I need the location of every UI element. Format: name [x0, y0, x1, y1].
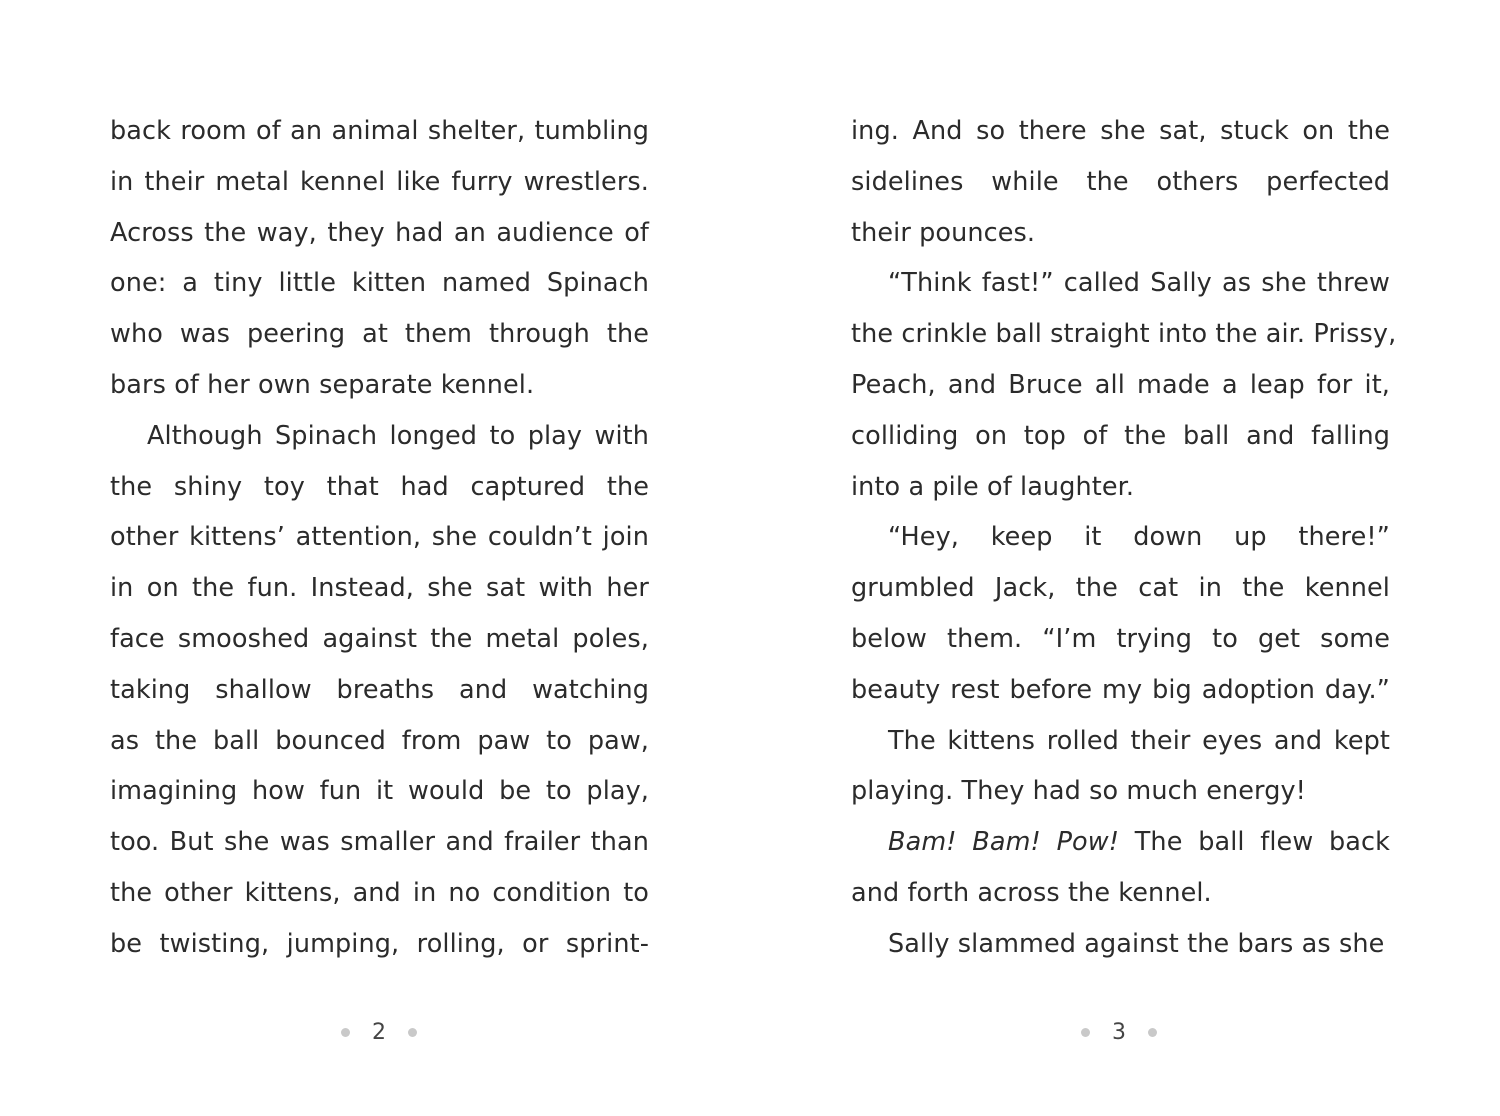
text-line: The kittens rolled their eyes and kept — [888, 725, 1390, 756]
text-line: their pounces. — [851, 217, 1036, 248]
text-line: colliding on top of the ball and falling — [851, 420, 1390, 451]
text-line: who was peering at them through the — [110, 319, 649, 350]
text-line: bars of her own separate kennel. — [110, 369, 535, 400]
text-line: below them. “I’m trying to get some — [851, 623, 1390, 654]
text-line: Sally slammed against the bars as she — [888, 928, 1385, 959]
text-line: “Hey, keep it down up there!” — [888, 522, 1390, 553]
text-line: other kittens’ attention, she couldn’t join — [110, 522, 649, 553]
text-line: taking shallow breaths and watching — [110, 674, 649, 705]
text-line: in on the fun. Instead, she sat with her — [110, 573, 649, 604]
text-line: the other kittens, and in no condition to — [110, 877, 649, 908]
text-line: be twisting, jumping, rolling, or sprint- — [110, 928, 649, 959]
text-line: and forth across the kennel. — [851, 877, 1212, 908]
bullet-dot-icon — [341, 1028, 350, 1037]
text-line: ing. And so there she sat, stuck on the — [851, 116, 1390, 146]
left-page — [110, 106, 649, 986]
text-line: the shiny toy that had captured the — [110, 471, 649, 502]
text-line: back room of an animal shelter, tumbling — [110, 116, 649, 146]
page-number-right — [1059, 1018, 1179, 1046]
text-line: beauty rest before my big adoption day.” — [851, 674, 1390, 705]
text-line: “Think fast!” called Sally as she threw — [888, 268, 1390, 299]
bullet-dot-icon — [1148, 1028, 1157, 1037]
text-line: grumbled Jack, the cat in the kennel — [851, 573, 1390, 604]
text-line: into a pile of laughter. — [851, 471, 1135, 502]
text-line: as the ball bounced from paw to paw, — [110, 725, 649, 756]
text-line — [851, 817, 1390, 868]
text-line: Peach, and Bruce all made a leap for it, — [851, 369, 1390, 400]
page-number-left — [319, 1018, 439, 1046]
page-number: 2 — [372, 1019, 386, 1045]
text-line: sidelines while the others perfected — [851, 166, 1390, 197]
text-line: too. But she was smaller and frailer than — [110, 827, 649, 858]
text-line: playing. They had so much energy! — [851, 776, 1306, 807]
text-line: the crinkle ball straight into the air. Prissy, — [851, 319, 1397, 350]
text-line: imagining how fun it would be to play, — [110, 776, 649, 807]
text-line: one: a tiny little kitten named Spinach — [110, 268, 649, 299]
italic-text: Bam! Bam! Pow! — [888, 827, 1120, 858]
right-page — [851, 106, 1397, 986]
bullet-dot-icon — [408, 1028, 417, 1037]
text-line: Across the way, they had an audience of — [110, 217, 649, 248]
text-line: Although Spinach longed to play with — [147, 420, 649, 451]
text-line: in their metal kennel like furry wrestlers. — [110, 166, 649, 197]
bullet-dot-icon — [1081, 1028, 1090, 1037]
page-number: 3 — [1112, 1019, 1126, 1045]
text-run: The ball flew back — [1119, 827, 1390, 858]
text-line: face smooshed against the metal poles, — [110, 623, 649, 654]
